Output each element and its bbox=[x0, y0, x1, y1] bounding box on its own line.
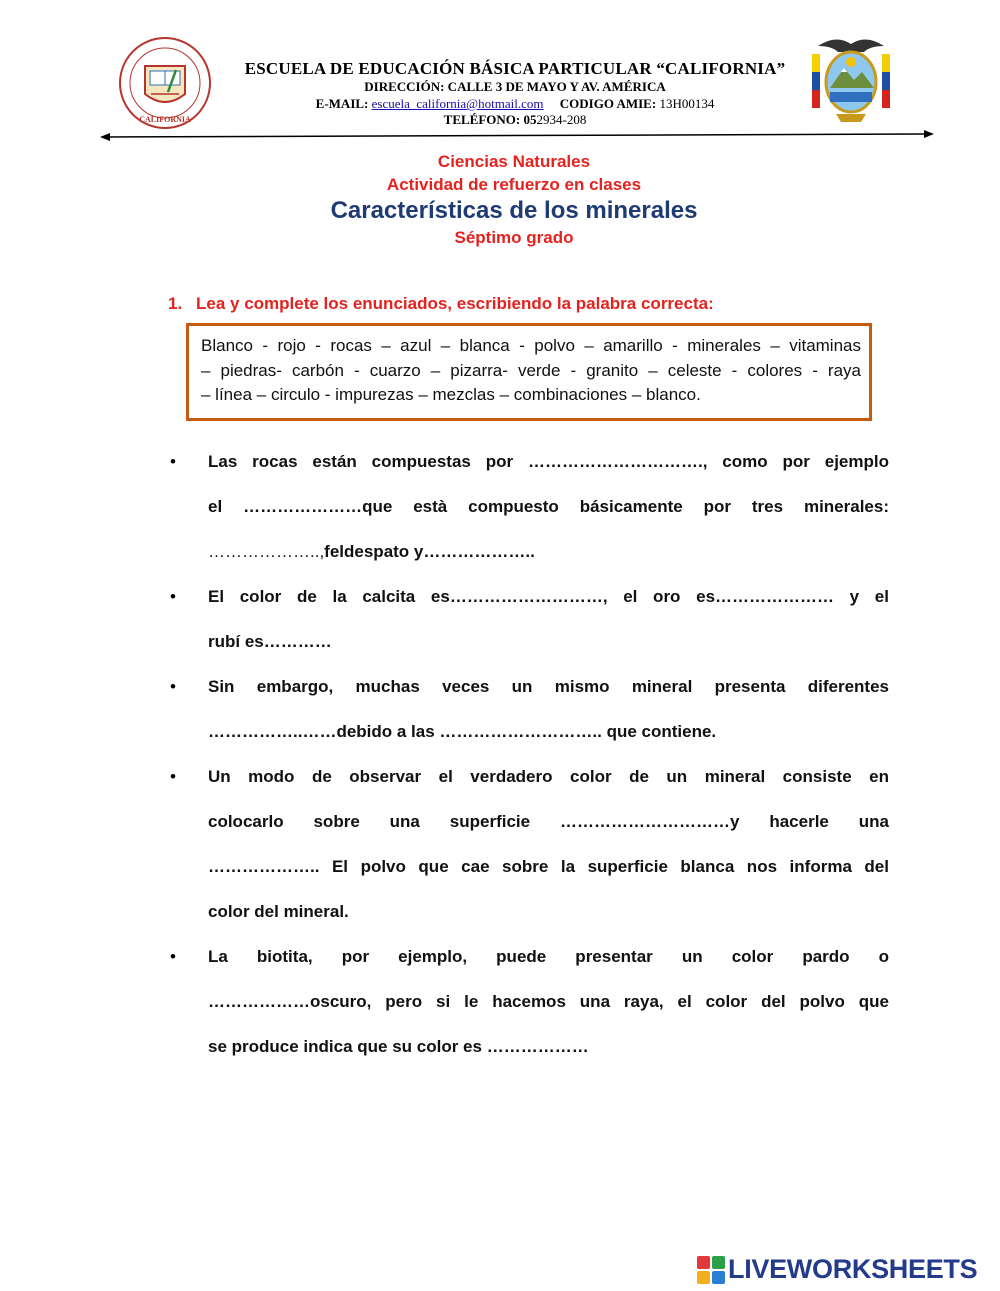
instruction-text: Lea y complete los enunciados, escribiendo la palabra correcta: bbox=[196, 294, 714, 313]
school-phone-row bbox=[215, 112, 815, 128]
bullet-icon: • bbox=[170, 767, 176, 786]
header-divider bbox=[100, 130, 934, 142]
statement-line: La biotita, por ejemplo, puede presentar un color pardo o bbox=[208, 947, 889, 966]
grade-title: Séptimo grado bbox=[454, 228, 574, 247]
bullet-icon: • bbox=[170, 947, 176, 966]
blank-dots: ……………….., bbox=[208, 542, 325, 561]
coat-of-arms-icon bbox=[806, 32, 896, 126]
word-bank-text bbox=[201, 334, 861, 408]
email-label: E-MAIL: bbox=[315, 96, 369, 111]
statement-line: ……………….. El polvo que cae sobre la superficie blanca nos informa del bbox=[208, 857, 889, 876]
subject-title: Ciencias Naturales bbox=[437, 152, 591, 171]
statement-line: rubí es………… bbox=[208, 632, 332, 651]
statement-line: el …………………que està compuesto básicamente por tres minerales: bbox=[208, 497, 889, 516]
statement-line: ………………oscuro, pero si le hacemos una raya, el color del polvo que bbox=[208, 992, 889, 1011]
activity-title: Actividad de refuerzo en clases bbox=[386, 175, 642, 194]
amie-value: 13H00134 bbox=[659, 96, 715, 111]
school-name: ESCUELA DE EDUCACIÓN BÁSICA PARTICULAR “CALIFORNIA” bbox=[244, 59, 786, 78]
page-title: Características de los minerales bbox=[330, 197, 698, 224]
word-bank-box bbox=[186, 323, 872, 421]
phone-label: TELÉFONO: bbox=[443, 112, 521, 127]
statement-line: Las rocas están compuestas por …………………………., como por ejemplo bbox=[208, 452, 889, 471]
amie-label: CODIGO AMIE: bbox=[559, 96, 657, 111]
instruction bbox=[168, 294, 714, 314]
liveworksheets-logo-icon bbox=[697, 1256, 725, 1284]
school-address: DIRECCIÓN: CALLE 3 DE MAYO Y AV. AMÉRICA bbox=[364, 79, 666, 94]
statement-line: Un modo de observar el verdadero color de un mineral consiste en bbox=[208, 767, 889, 786]
svg-text:CALIFORNIA: CALIFORNIA bbox=[139, 115, 191, 124]
school-logo bbox=[118, 36, 212, 130]
word-bank-line: Blanco - rojo - rocas – azul – blanca - polvo – amarillo - minerales – vitaminas bbox=[201, 336, 861, 355]
word-bank-line: – línea – circulo - impurezas – mezclas – combinaciones – blanco. bbox=[201, 385, 701, 404]
statement-line: El color de la calcita es………………………, el oro es………………… y el bbox=[208, 587, 889, 606]
statement-line bbox=[208, 542, 889, 562]
school-email-row bbox=[215, 96, 815, 112]
statement-line: Sin embargo, muchas veces un mismo mineral presenta diferentes bbox=[208, 677, 889, 696]
statement-line: color del mineral. bbox=[208, 902, 349, 921]
statement-line: colocarlo sobre una superficie …………………………y hacerle una bbox=[208, 812, 889, 831]
word-bank-line: – piedras- carbón - cuarzo – pizarra- verde - granito – celeste - colores - raya bbox=[201, 360, 861, 380]
email-link[interactable]: escuela_california@hotmail.com bbox=[371, 96, 544, 111]
statement-line: se produce indica que su color es ……………… bbox=[208, 1037, 589, 1056]
bullet-icon: • bbox=[170, 452, 176, 471]
bullet-icon: • bbox=[170, 677, 176, 696]
statement-text: feldespato y……………….. bbox=[324, 542, 535, 561]
phone-value: 2934-208 bbox=[536, 112, 587, 127]
instruction-number: 1. bbox=[168, 294, 183, 313]
phone-prefix: 05 bbox=[523, 112, 537, 127]
bullet-icon: • bbox=[170, 587, 176, 606]
statement-line: ……………..……debido a las ……………………….. que contiene. bbox=[208, 722, 717, 741]
liveworksheets-brand[interactable]: LIVEWORKSHEETS bbox=[728, 1254, 978, 1284]
